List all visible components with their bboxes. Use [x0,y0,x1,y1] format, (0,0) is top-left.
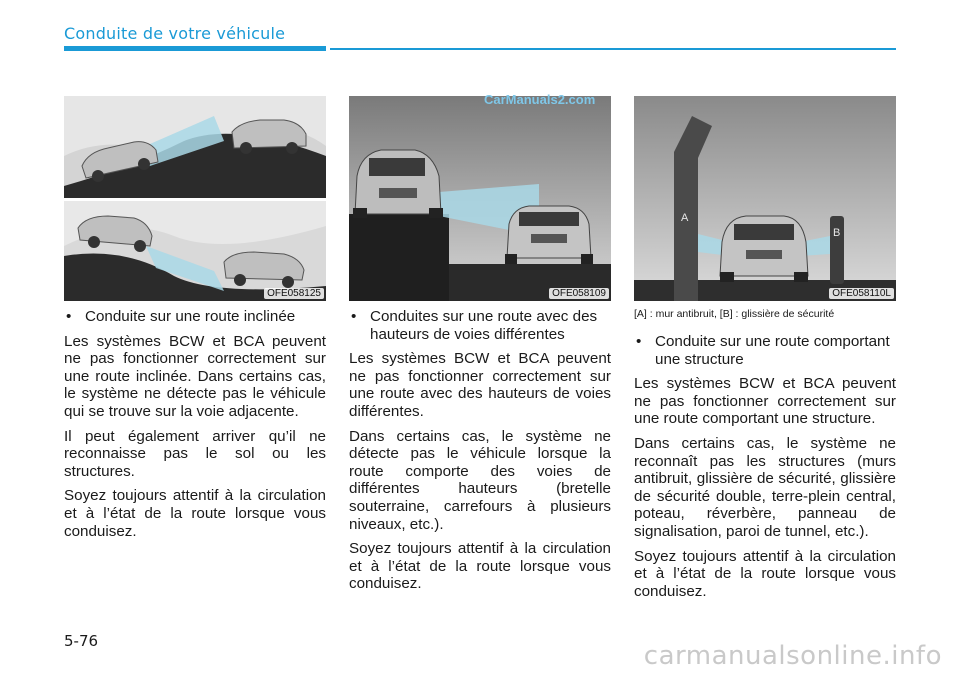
paragraph: Soyez toujours attentif à la circulation et à l’état de la route lorsque vous conduisez. [64,487,326,540]
bullet-heading [634,333,896,368]
paragraph: Les systèmes BCW et BCA peuvent ne pas fonctionner correctement sur une route avec des hauteurs de voies différentes. [349,350,611,420]
paragraph: Il peut également arriver qu’il ne reconnaisse pas le sol ou les structures. [64,427,326,480]
text-column-2 [349,308,611,600]
paragraph: Les systèmes BCW et BCA peuvent ne pas fonctionner correctement sur une route comportant une structure. [634,375,896,428]
upper-car [353,150,443,218]
bullet-text: Conduite sur une route inclinée [85,308,296,325]
section-title: Conduite de votre véhicule [64,24,286,43]
inclined-road-illustration [64,96,326,301]
paragraph: Dans certains cas, le système ne détecte pas le véhicule lorsque la route comporte des voies de différentes hauteurs (bretelle souterraine, carrefours à plusieurs niveaux, etc.). [349,427,611,533]
paragraph: Les systèmes BCW et BCA peuvent ne pas fonctionner correctement sur une route inclinée. Dans certains cas, le système ne détecte pas le véhicule qui se trouve sur la voie adjacente. [64,332,326,420]
bullet-icon: • [66,308,72,325]
figure-different-lane-heights [349,96,611,301]
site-watermark: carmanualsonline.info [643,641,942,671]
label-b: B [833,227,841,239]
road-structure-illustration [634,96,896,301]
bullet-text: Conduite sur une route comportant une structure [655,333,890,368]
bullet-heading [349,308,611,343]
text-column-3 [634,308,896,607]
figure-code: OFE058125 [264,288,324,299]
figure-code: OFE058109 [549,288,609,299]
figure-inclined-road [64,96,326,301]
header-rule [330,48,896,50]
paragraph: Soyez toujours attentif à la circulation et à l’état de la route lorsque vous conduisez. [349,540,611,593]
center-car [720,216,808,282]
paragraph: Soyez toujours attentif à la circulation et à l’état de la route lorsque vous conduisez. [634,547,896,600]
label-a: A [681,212,689,224]
figure-road-structure [634,96,896,301]
lower-car [505,206,593,264]
paragraph: Dans certains cas, le système ne reconnaît pas les structures (murs antibruit, glissière de sécurité, glissière de sécurité double, terre-plein central, poteau, réverbère, panneau de signalisation, paroi de tunnel, etc.). [634,434,896,540]
header-accent-bar [64,46,326,51]
watermark-carmanuals2: CarManuals2.com [484,92,596,107]
bullet-text: Conduites sur une route avec des hauteurs de voies différentes [370,308,598,343]
lane-heights-illustration [349,96,611,301]
bullet-icon: • [636,333,642,350]
text-column-1 [64,308,326,547]
bullet-heading [64,308,326,326]
figure-caption: [A] : mur antibruit, [B] : glissière de sécurité [634,308,835,320]
bullet-icon: • [351,308,357,325]
page-number: 5-76 [64,632,99,650]
figure-code: OFE058110L [829,288,894,299]
